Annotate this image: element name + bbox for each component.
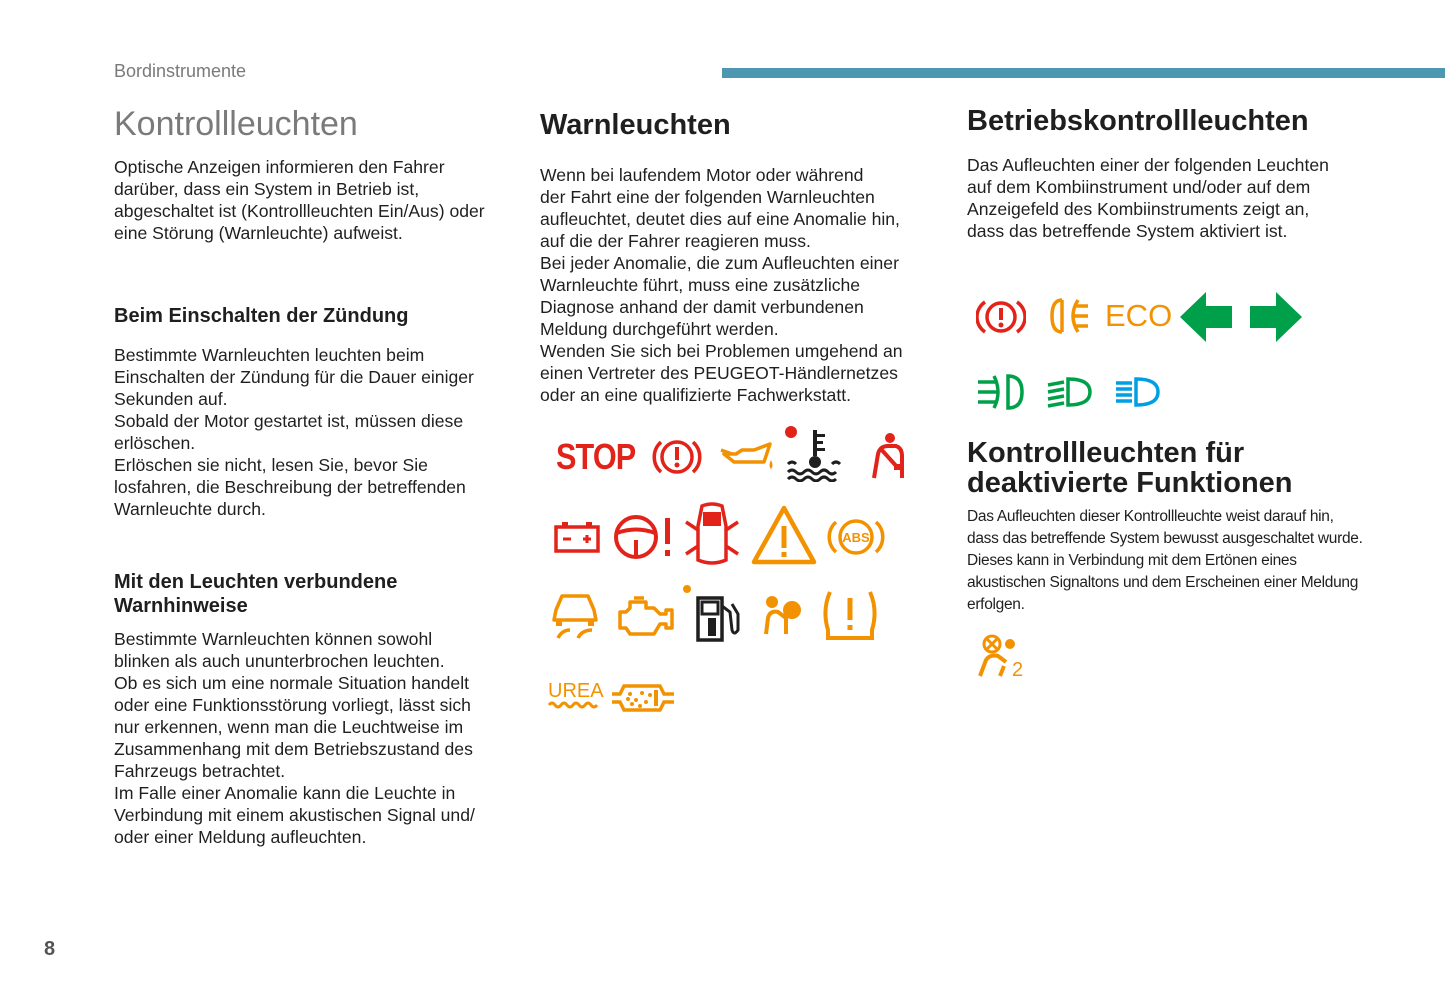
warning-triangle-icon xyxy=(750,504,818,566)
column-warnleuchten xyxy=(540,110,940,406)
urea-wave-icon xyxy=(548,700,600,710)
heading-warnhinweise: Mit den Leuchten verbundene Warnhinweise xyxy=(114,571,398,617)
front-fog-light-icon xyxy=(974,372,1026,412)
esp-skid-icon xyxy=(548,590,602,642)
text-betriebskontrollleuchten: Das Aufleuchten einer der folgenden Leuchten auf dem Kombiinstrument und/oder auf dem Anzeigefeld des Kombiinstruments zeigt an, dass das betreffende System aktiviert ist. xyxy=(967,155,1329,241)
low-beam-icon xyxy=(1046,376,1094,408)
door-open-icon xyxy=(684,502,740,568)
column-betriebskontrollleuchten xyxy=(967,106,1387,242)
tyre-pressure-icon xyxy=(820,586,880,642)
turn-left-arrow-icon xyxy=(1178,290,1234,344)
svg-text:2: 2 xyxy=(1012,659,1024,678)
intro-text: Optische Anzeigen informieren den Fahrer darüber, dass ein System in Betrieb ist, abgeschaltet ist (Kontrollleuchten Ein/Aus) oder eine Störung (Warnleuchte) aufweist. xyxy=(114,157,485,243)
turn-right-arrow-icon xyxy=(1248,290,1304,344)
parking-brake-icon xyxy=(976,296,1026,338)
urea-icon: UREA xyxy=(548,680,604,702)
passenger-airbag-off-icon xyxy=(976,634,1028,678)
steering-fault-icon xyxy=(612,514,676,560)
brake-warning-icon xyxy=(652,434,702,480)
airbag-icon xyxy=(760,594,804,636)
heading-deaktivierte-funktionen: Kontrollleuchten für deaktivierte Funktionen xyxy=(967,437,1293,499)
coolant-temperature-icon xyxy=(784,424,844,482)
abs-label: ABS xyxy=(842,530,870,545)
text-warnhinweise: Bestimmte Warnleuchten können sowohl blinken als auch ununterbrochen leuchten. Ob es sich um eine normale Situation handelt oder eine Funktionsstörung vorliegt, lässt sich nur erkennen, wenn man die Leuchtweise im Zusammenhang mit dem Betriebszustand des Fahrzeugs betrachtet. Im Falle einer Anomalie kann die Leuchte in Verbindung mit einem akustischen Signal und/ oder einer Meldung aufleuchten. xyxy=(114,629,475,847)
section-deaktivierte-funktionen xyxy=(967,438,1387,616)
column-kontrollleuchten xyxy=(114,104,514,848)
text-zuendung: Bestimmte Warnleuchten leuchten beim Einschalten der Zündung für die Dauer einiger Sekunden auf. Sobald der Motor gestartet ist, müssen diese erlöschen. Erlöschen sie nicht, lesen Sie, bevor Sie losfahren, die Beschreibung der betreffenden Warnleuchte durch. xyxy=(114,345,474,519)
heading-zuendung: Beim Einschalten der Zündung xyxy=(114,305,409,327)
text-deaktivierte-funktionen: Das Aufleuchten dieser Kontrollleuchte weist darauf hin, dass das betreffende System bewusst ausgeschaltet wurde. Dieses kann in Verbindung mit dem Ertönen eines akustischen Signaltons und dem Erscheinen einer Meldung erfolgen. xyxy=(967,508,1363,613)
abs-icon xyxy=(826,514,886,560)
section-label: Bordinstrumente xyxy=(114,61,247,81)
fuel-level-icon xyxy=(682,584,744,644)
header-bar xyxy=(722,68,1445,78)
heading-betriebskontrollleuchten: Betriebskontrollleuchten xyxy=(967,105,1309,137)
stop-icon: STOP xyxy=(556,436,636,477)
high-beam-icon xyxy=(1114,376,1162,408)
rear-fog-light-icon xyxy=(1048,296,1096,336)
oil-pressure-icon xyxy=(720,440,776,474)
engine-check-icon xyxy=(614,594,676,638)
eco-icon: ECO xyxy=(1105,298,1173,333)
seatbelt-icon xyxy=(866,432,906,480)
page-title: Kontrollleuchten xyxy=(114,105,358,143)
page-number: 8 xyxy=(44,938,56,960)
battery-icon xyxy=(554,520,600,554)
text-warnleuchten: Wenn bei laufendem Motor oder während der Fahrt eine der folgenden Warnleuchten aufleuchtet, deutet dies auf eine Anomalie hin, auf die der Fahrer reagieren muss. Bei jeder Anomalie, die zum Aufleuchten einer Warnleuchte führt, muss eine zusätzliche Diagnose anhand der damit verbundenen Meldung durchgeführt werden. Wenden Sie sich bei Problemen umgehend an einen Vertreter des PEUGEOT-Händlernetzes oder an eine qualifizierte Fachwerkstatt. xyxy=(540,165,903,405)
particle-filter-icon xyxy=(610,682,676,714)
heading-warnleuchten: Warnleuchten xyxy=(540,109,731,141)
